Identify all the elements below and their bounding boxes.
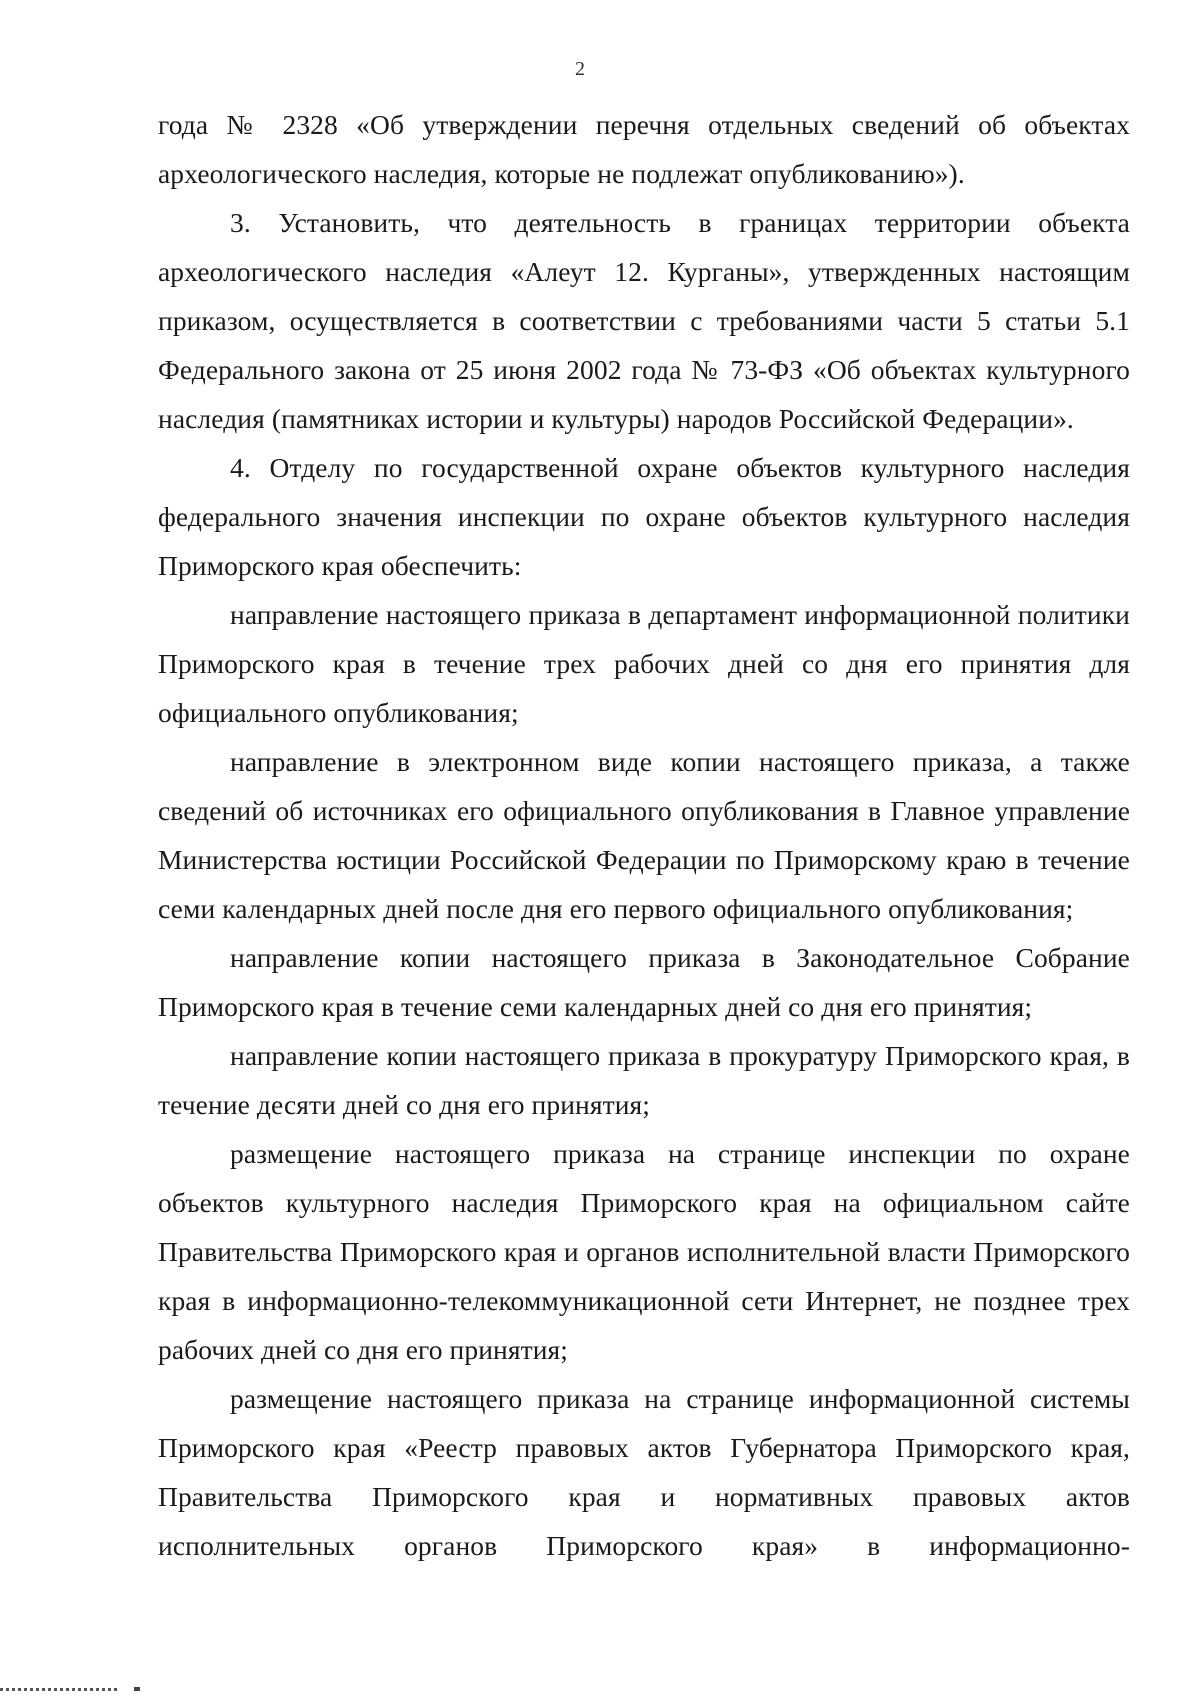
paragraph-duty-registry: размещение настоящего приказа на странице информационной системы Приморского края «Реестр правовых актов Губернатора Приморского края, Правительства Приморского края и нормативных правовых актов исполнительных органов Приморского края» в информационно-: [158, 1383, 1130, 1561]
paragraph-duty-ministry-justice: направление в электронном виде копии настоящего приказа, а также сведений об источниках его официального опубликования в Главное управление Министерства юстиции Российской Федерации по Приморскому краю в течение семи календарных дней после дня его первого официального опубликования;: [158, 746, 1130, 924]
paragraph-duty-legislative-assembly: направление копии настоящего приказа в Законодательное Собрание Приморского края в течение семи календарных дней со дня его принятия;: [158, 942, 1130, 1022]
paragraph-duty-prosecutor: направление копии настоящего приказа в прокуратуру Приморского края, в течение десяти дней со дня его принятия;: [158, 1040, 1130, 1120]
scan-footer-dot: [134, 1687, 140, 1691]
paragraph-duty-publication: направление настоящего приказа в департамент информационной политики Приморского края в течение трех рабочих дней со дня его принятия для официального опубликования;: [158, 599, 1130, 728]
paragraph-continuation: года № 2328 «Об утверждении перечня отдельных сведений об объектах археологического наследия, которые не подлежат опубликованию»).: [158, 109, 1130, 189]
page-number: 2: [575, 58, 585, 80]
scan-footer-mark: [0, 1688, 120, 1691]
paragraph-duty-website: размещение настоящего приказа на странице инспекции по охране объектов культурного наследия Приморского края на официальном сайте Правительства Приморского края и органов исполнительной власти Приморского края в информационно-телекоммуникационной сети Интернет, не позднее трех рабочих дней со дня его принятия;: [158, 1138, 1130, 1365]
paragraph-item-4: 4. Отделу по государственной охране объектов культурного наследия федерального значения инспекции по охране объектов культурного наследия Приморского края обеспечить:: [158, 452, 1130, 581]
paragraph-item-3: 3. Установить, что деятельность в границах территории объекта археологического наследия «Алеут 12. Курганы», утвержденных настоящим приказом, осуществляется в соответствии с требованиями части 5 статьи 5.1 Федерального закона от 25 июня 2002 года № 73-ФЗ «Об объектах культурного наследия (памятниках истории и культуры) народов Российской Федерации».: [158, 207, 1130, 434]
document-body: [158, 100, 1130, 1570]
